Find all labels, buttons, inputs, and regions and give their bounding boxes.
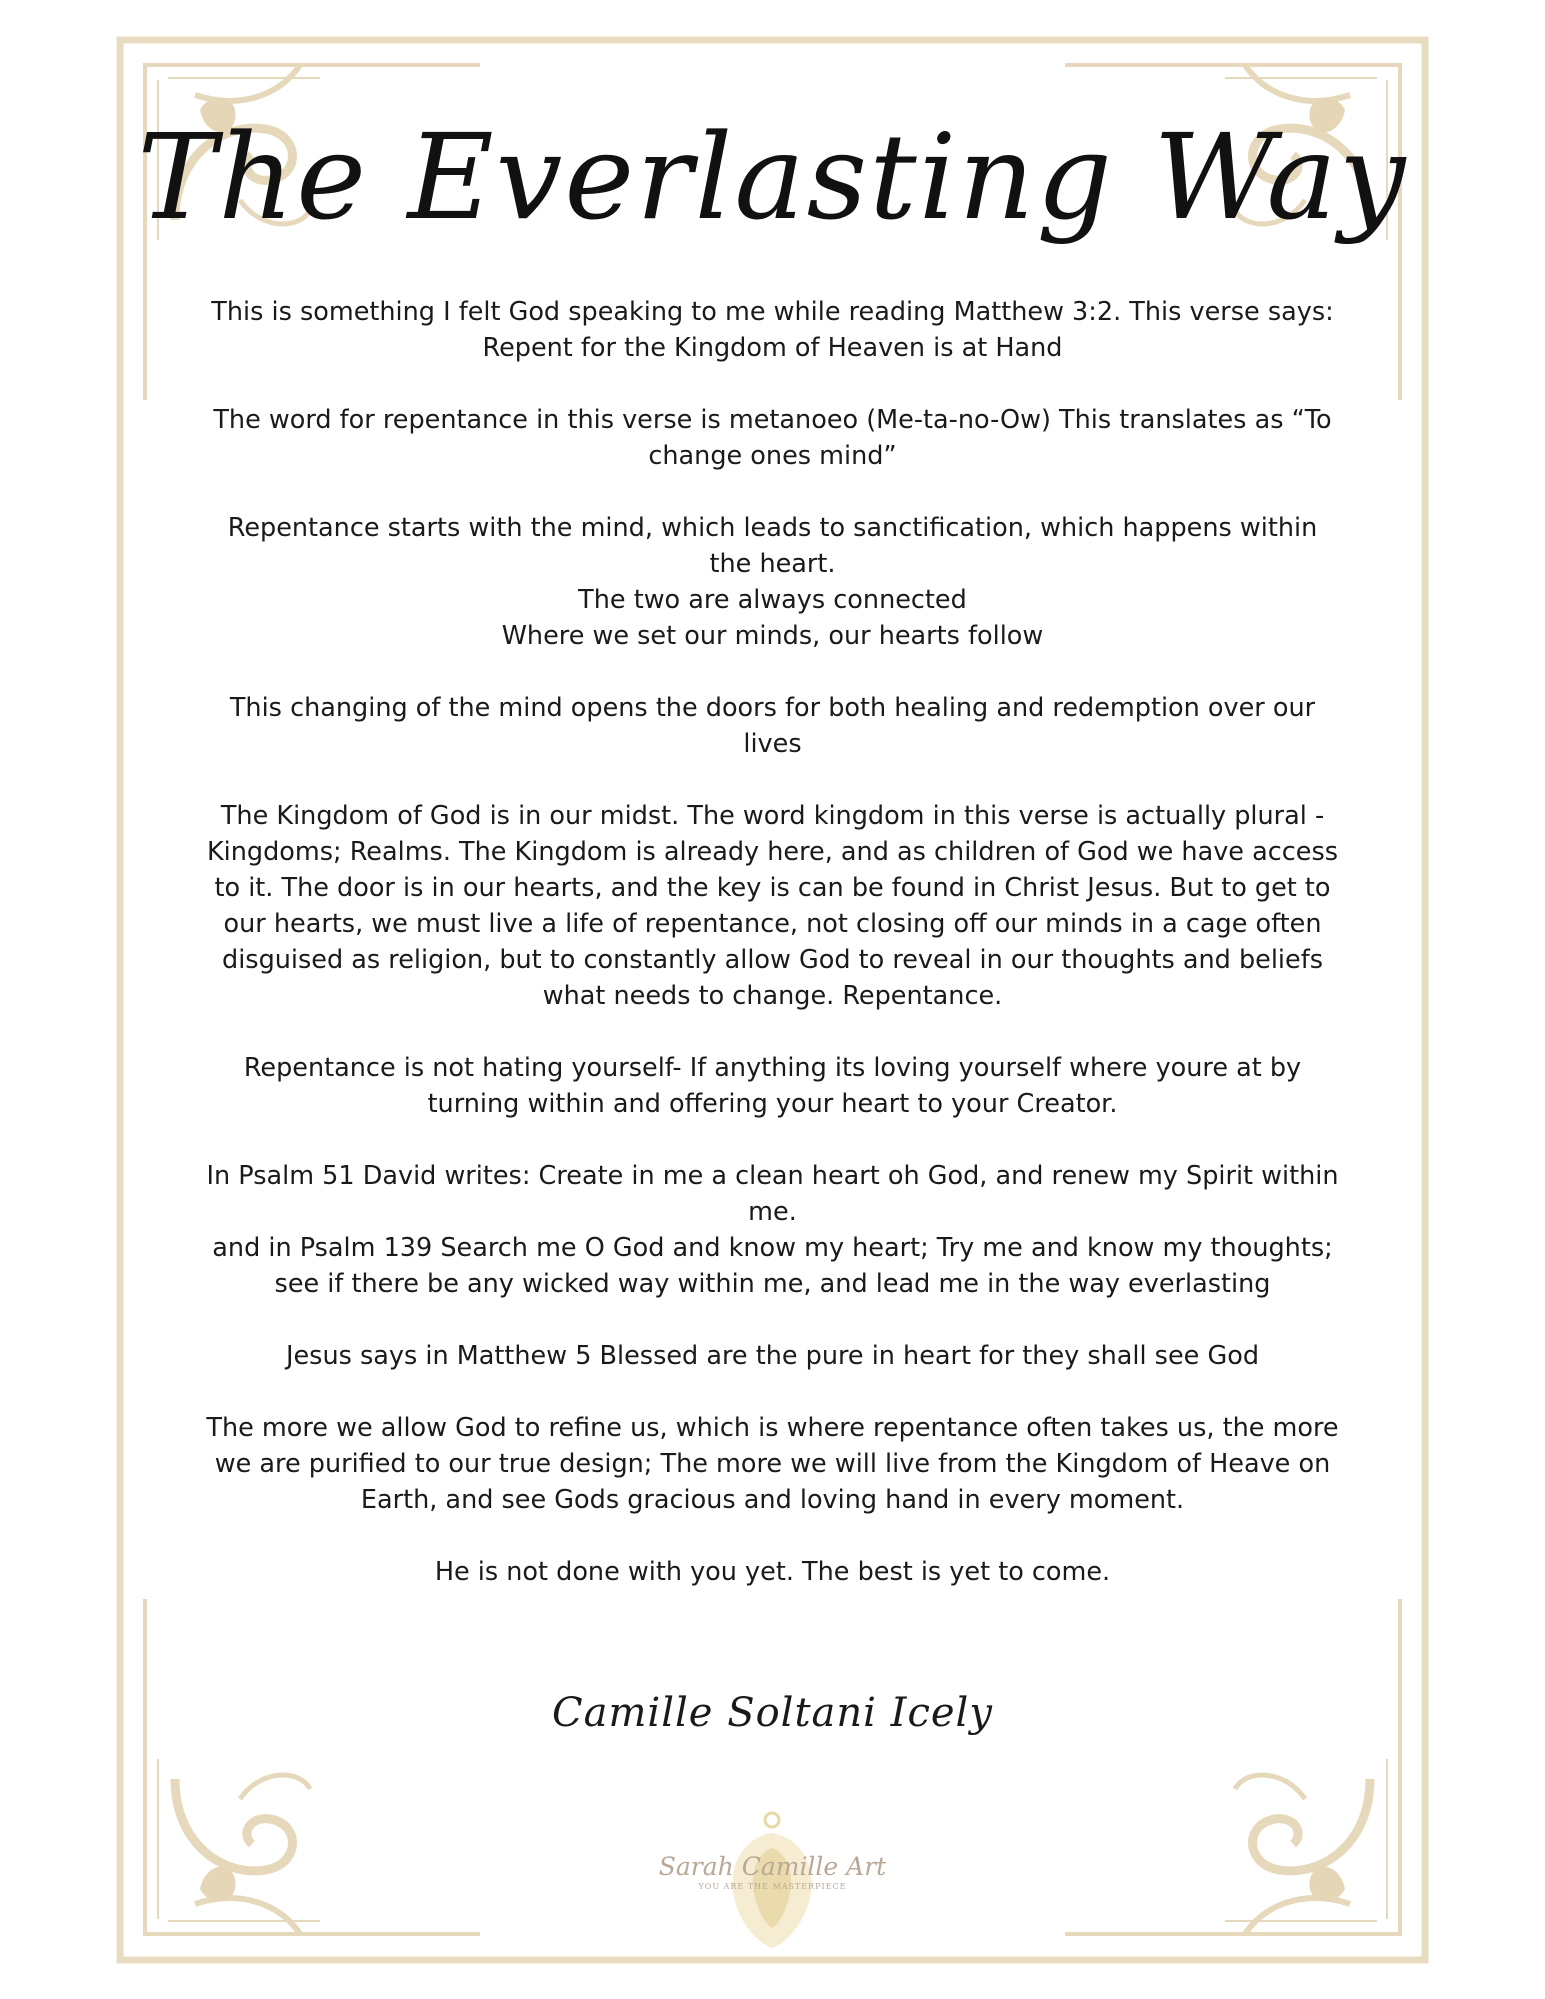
body-paragraph — [185, 510, 1360, 582]
body-line: we are purified to our true design; The more we will live from the Kingdom of Heave on — [214, 1449, 1331, 1479]
body-line: He is not done with you yet. The best is yet to come. — [434, 1557, 1111, 1587]
body-line: The two are always connected — [578, 585, 967, 615]
body-line: In Psalm 51 David writes: Create in me a clean heart oh God, and renew my Spirit within — [206, 1161, 1339, 1191]
body-paragraph — [185, 618, 1360, 654]
body-paragraph — [185, 1410, 1360, 1518]
body-paragraph — [185, 582, 1360, 618]
body-line: Kingdoms; Realms. The Kingdom is already here, and as children of God we have access — [206, 837, 1339, 867]
body-line: to it. The door is in our hearts, and the key is can be found in Christ Jesus. But to get to — [214, 873, 1331, 903]
body-line: Jesus says in Matthew 5 Blessed are the pure in heart for they shall see God — [285, 1341, 1260, 1371]
body-text — [185, 294, 1360, 1626]
body-paragraph — [185, 690, 1360, 762]
body-paragraph — [185, 1338, 1360, 1374]
logo-tagline: YOU ARE THE MASTERPIECE — [698, 1882, 847, 1891]
body-line: lives — [743, 729, 802, 759]
body-line: me. — [748, 1197, 797, 1227]
body-line: what needs to change. Repentance. — [542, 981, 1003, 1011]
body-line: change ones mind” — [648, 441, 897, 471]
body-paragraph — [185, 1554, 1360, 1590]
body-paragraph — [185, 402, 1360, 474]
body-line: Repent for the Kingdom of Heaven is at Hand — [482, 333, 1063, 363]
body-line: This changing of the mind opens the doors for both healing and redemption over our — [229, 693, 1316, 723]
body-line: the heart. — [709, 549, 836, 579]
signature: Camille Soltani Icely — [552, 1690, 993, 1736]
body-line: Earth, and see Gods gracious and loving hand in every moment. — [360, 1485, 1185, 1515]
body-line: This is something I felt God speaking to me while reading Matthew 3:2. This verse says: — [211, 297, 1334, 327]
body-paragraph — [185, 798, 1360, 1014]
body-line: Repentance starts with the mind, which leads to sanctification, which happens within — [227, 513, 1318, 543]
body-paragraph — [185, 1230, 1360, 1302]
body-paragraph — [185, 1050, 1360, 1122]
body-line: The word for repentance in this verse is metanoeo (Me-ta-no-Ow) This translates as “To — [213, 405, 1332, 435]
body-line: our hearts, we must live a life of repentance, not closing off our minds in a cage often — [223, 909, 1322, 939]
body-line: see if there be any wicked way within me, and lead me in the way everlasting — [274, 1269, 1271, 1299]
body-paragraph — [185, 294, 1360, 366]
body-line: and in Psalm 139 Search me O God and know my heart; Try me and know my thoughts; — [212, 1233, 1333, 1263]
body-line: Repentance is not hating yourself- If anything its loving yourself where youre at by — [243, 1053, 1302, 1083]
body-line: The Kingdom of God is in our midst. The word kingdom in this verse is actually plural - — [220, 801, 1325, 831]
body-paragraph — [185, 1158, 1360, 1230]
body-line: The more we allow God to refine us, which is where repentance often takes us, the more — [206, 1413, 1339, 1443]
body-line: turning within and offering your heart to your Creator. — [427, 1089, 1118, 1119]
body-line: Where we set our minds, our hearts follow — [501, 621, 1044, 651]
logo-name: Sarah Camille Art — [658, 1852, 887, 1881]
body-line: disguised as religion, but to constantly allow God to reveal in our thoughts and beliefs — [222, 945, 1323, 975]
page-title: The Everlasting Way — [137, 108, 1408, 246]
